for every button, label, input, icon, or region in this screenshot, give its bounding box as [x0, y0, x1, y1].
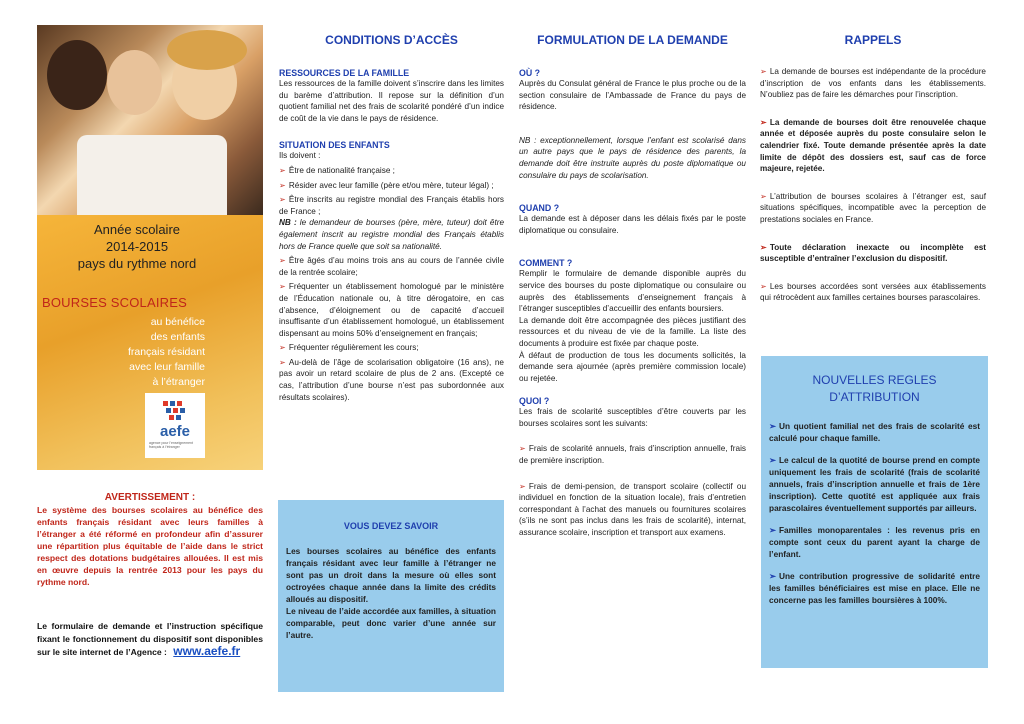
aefe-website-link[interactable]: www.aefe.fr: [173, 644, 241, 658]
regles-list: [769, 420, 980, 606]
formulaire-text: [37, 620, 263, 659]
aefe-logo-name: aefe: [159, 423, 191, 440]
list-item: ➢ Un quotient familial net des frais de scolarité est calculé pour chaque famille.: [769, 420, 980, 444]
savoir-paragraph: Le niveau de l’aide accordée aux familles, à situation comparable, peut donc varier d’une année sur l’autre.: [286, 606, 496, 640]
formulaire-text-content: Le formulaire de demande et l’instruction spécifique fixant le fonctionnement du dispositif sont disponibles sur le site internet de l’Agence :: [37, 621, 263, 657]
bourses-title: BOURSES SCOLAIRES: [42, 295, 187, 310]
list-item: ➢ Le calcul de la quotité de bourse prend en compte uniquement les frais de scolarité (frais de scolarité annuels, frais d’inscription annuelle et frais de 1ère inscription). Cette quotité est appliquée aux frais parascolaires éventuellement supportés par ailleurs.: [769, 454, 980, 514]
list-item: ➢ Les bourses accordées sont versées aux établissements qui rétrocèdent aux familles certaines bourses parascolaires.: [760, 281, 986, 304]
vous-devez-savoir-box: [278, 500, 504, 692]
formulation-column: [519, 68, 746, 542]
quand-title: QUAND ?: [519, 203, 560, 214]
quand-text: La demande est à déposer dans les délais fixés par le poste diplomatique ou consulaire.: [519, 214, 746, 235]
nb-note: [279, 217, 504, 252]
list-item: ➢ Frais de scolarité annuels, frais d’inscription annuelle, frais de première inscription.: [519, 443, 746, 466]
savoir-paragraph: Les bourses scolaires au bénéfice des enfants français résidant avec leur famille à l’étranger ne sont pas un droit dans la mesure où elles sont octroyées chaque année dans la limite des crédits alloués au dispositif.: [286, 546, 496, 604]
aefe-logo-icon: [157, 399, 191, 423]
comment-title: COMMENT ?: [519, 258, 573, 269]
aefe-logo: [145, 393, 205, 458]
comment-paragraph: Remplir le formulaire de demande disponible auprès du service des bourses du poste diplomatique ou consulaire ou auprès des établissements d’enseignement français à l’étranger susceptibles d’accueillir des enfants boursiers.: [519, 269, 746, 314]
conditions-heading: CONDITIONS D’ACCÈS: [325, 33, 458, 47]
avertissement-text: Le système des bourses scolaires au bénéfice des enfants français résidant avec leurs familles à l’étranger a été réformé en profondeur afin d’assurer une répartition plus équitable de l’aide dans le strict respect des dotations budgétaires allouées. Il est mis en œuvre depuis la rentrée 2013 pour les pays du rythme nord.: [37, 505, 263, 587]
list-item: ➢ Au-delà de l’âge de scolarisation obligatoire (16 ans), ne pas avoir un retard scolaire de plus de 2 ans. (Excepté ce cas, l’attribution d’une bourse n’est pas subordonnée aux résultats scolaires).: [279, 357, 504, 403]
rappels-list: [760, 66, 986, 304]
avertissement-title: AVERTISSEMENT :: [104, 492, 196, 503]
list-item: ➢ Être inscrits au registre mondial des Français établis hors de France ;: [279, 194, 504, 217]
list-item: ➢ Être âgés d’au moins trois ans au cours de l’année civile de la rentrée scolaire;: [279, 255, 504, 278]
list-item: ➢ Familles monoparentales : les revenus pris en compte sont ceux du parent ayant la charge de l’enfant.: [769, 524, 980, 560]
rappels-column: [760, 66, 986, 307]
conditions-column: [279, 68, 504, 406]
ou-title: OÙ ?: [519, 68, 541, 78]
list-item: ➢ Frais de demi-pension, de transport scolaire (collectif ou individuel en fonction de la situation locale), frais d’entretien correspondant à l’achat des manuels ou fournitures scolaires (s’ils ne sont pas inclus dans les frais de scolarité), internat, assurance scolaire, inscription et transport aux examens.: [519, 481, 746, 539]
comment-text: [519, 268, 746, 384]
list-item: ➢ Toute déclaration inexacte ou incomplète est susceptible d’entraîner l’exclusion du dispositif.: [760, 242, 986, 265]
list-item: ➢ Une contribution progressive de solidarité entre les familles bénéficiaires est mise en place. Elle ne concerne pas les familles boursières à 100%.: [769, 570, 980, 606]
rappels-heading: RAPPELS: [844, 33, 902, 47]
school-year-label: Année scolaire: [94, 222, 180, 237]
subtitle-line: au bénéfice: [150, 316, 205, 328]
list-item: ➢ Fréquenter un établissement homologué par le ministère de l’Éducation nationale ou, à titre dérogatoire, en cas d’absence, d’éloignement ou de capacité d’accueil insuffisante d’un établissement homologué, un établissement dispensant au moins 50% d’enseignement en français;: [279, 281, 504, 339]
list-item: ➢ Fréquenter régulièrement les cours;: [279, 342, 504, 354]
quoi-title: QUOI ?: [519, 396, 550, 407]
nouvelles-regles-box: [761, 356, 988, 668]
list-item: ➢ Résider avec leur famille (père et/ou mère, tuteur légal) ;: [279, 180, 504, 192]
comment-paragraph: À défaut de production de tous les documents sollicités, la demande sera ajournée (après première commission locale) ou rejetée.: [519, 350, 746, 383]
ressources-title: RESSOURCES DE LA FAMILLE: [279, 68, 410, 78]
rhythm-label: pays du rythme nord: [77, 256, 197, 271]
list-item: ➢ La demande de bourses doit être renouvelée chaque année et déposée auprès du poste consulaire selon le calendrier fixé. Toute demande présentée après la date limite de dépôt des dossiers est, sauf cas de force majeure, rejetée.: [760, 117, 986, 175]
cover-panel: [37, 215, 263, 470]
list-item: ➢ L’attribution de bourses scolaires à l’étranger est, sauf situations spécifiques, incompatible avec la perception de prestations sociales en France.: [760, 191, 986, 226]
nb-label: NB :: [279, 218, 297, 228]
situation-title: SITUATION DES ENFANTS: [279, 140, 390, 151]
cover-photo: [37, 25, 263, 215]
subtitle-line: à l’étranger: [152, 376, 205, 388]
list-item: ➢ La demande de bourses est indépendante de la procédure d’inscription de vos enfants dans les établissements. N’oubliez pas de faire les démarches pour l’inscription.: [760, 66, 986, 101]
school-year-value: 2014-2015: [105, 239, 169, 254]
formulation-heading: FORMULATION DE LA DEMANDE: [537, 33, 728, 47]
regles-title-line: NOUVELLES REGLES: [812, 373, 937, 387]
regles-title: [769, 372, 980, 406]
situation-list: [279, 150, 504, 403]
savoir-text: [286, 545, 496, 641]
subtitle-line: avec leur famille: [129, 361, 205, 373]
comment-paragraph: La demande doit être accompagnée des pièces justifiant des ressources et du niveau de vie de la famille. La liste des documents à produire est fixée par chaque poste.: [519, 315, 746, 348]
aefe-logo-tagline: agence pour l’enseignement français à l’étranger: [149, 441, 193, 449]
savoir-title: VOUS DEVEZ SAVOIR: [343, 521, 439, 531]
quoi-intro: Les frais de scolarité susceptibles d’être couverts par les bourses scolaires sont les suivants:: [519, 407, 746, 428]
regles-title-line: D’ATTRIBUTION: [829, 390, 920, 404]
subtitle-line: français résidant: [127, 346, 205, 358]
list-item: ➢ Être de nationalité française ;: [279, 165, 504, 177]
ou-nb: NB : exceptionnellement, lorsque l’enfant est scolarisé dans un autre pays que le pays de résidence des parents, la demande doit être instruite auprès du poste diplomatique ou consulaire du pays de scolarisation.: [519, 135, 746, 180]
situation-intro: Ils doivent :: [279, 151, 321, 161]
ou-text: Auprès du Consulat général de France le plus proche ou de la section consulaire de l’Ambassade de France du pays de résidence.: [519, 79, 746, 112]
subtitle-line: des enfants: [150, 331, 205, 343]
nb-text: le demandeur de bourses (père, mère, tuteur) doit être également inscrit au registre mondial des Français établis hors de France quelle que soit sa nationalité.: [279, 218, 505, 251]
ressources-text: Les ressources de la famille doivent s’inscrire dans les limites du barème d’attribution. Il repose sur la définition d’un quotient familial net des frais de scolarité pondéré d’un indice de coût de la vie dans le pays de résidence.: [279, 79, 504, 123]
quoi-text: [519, 406, 746, 538]
